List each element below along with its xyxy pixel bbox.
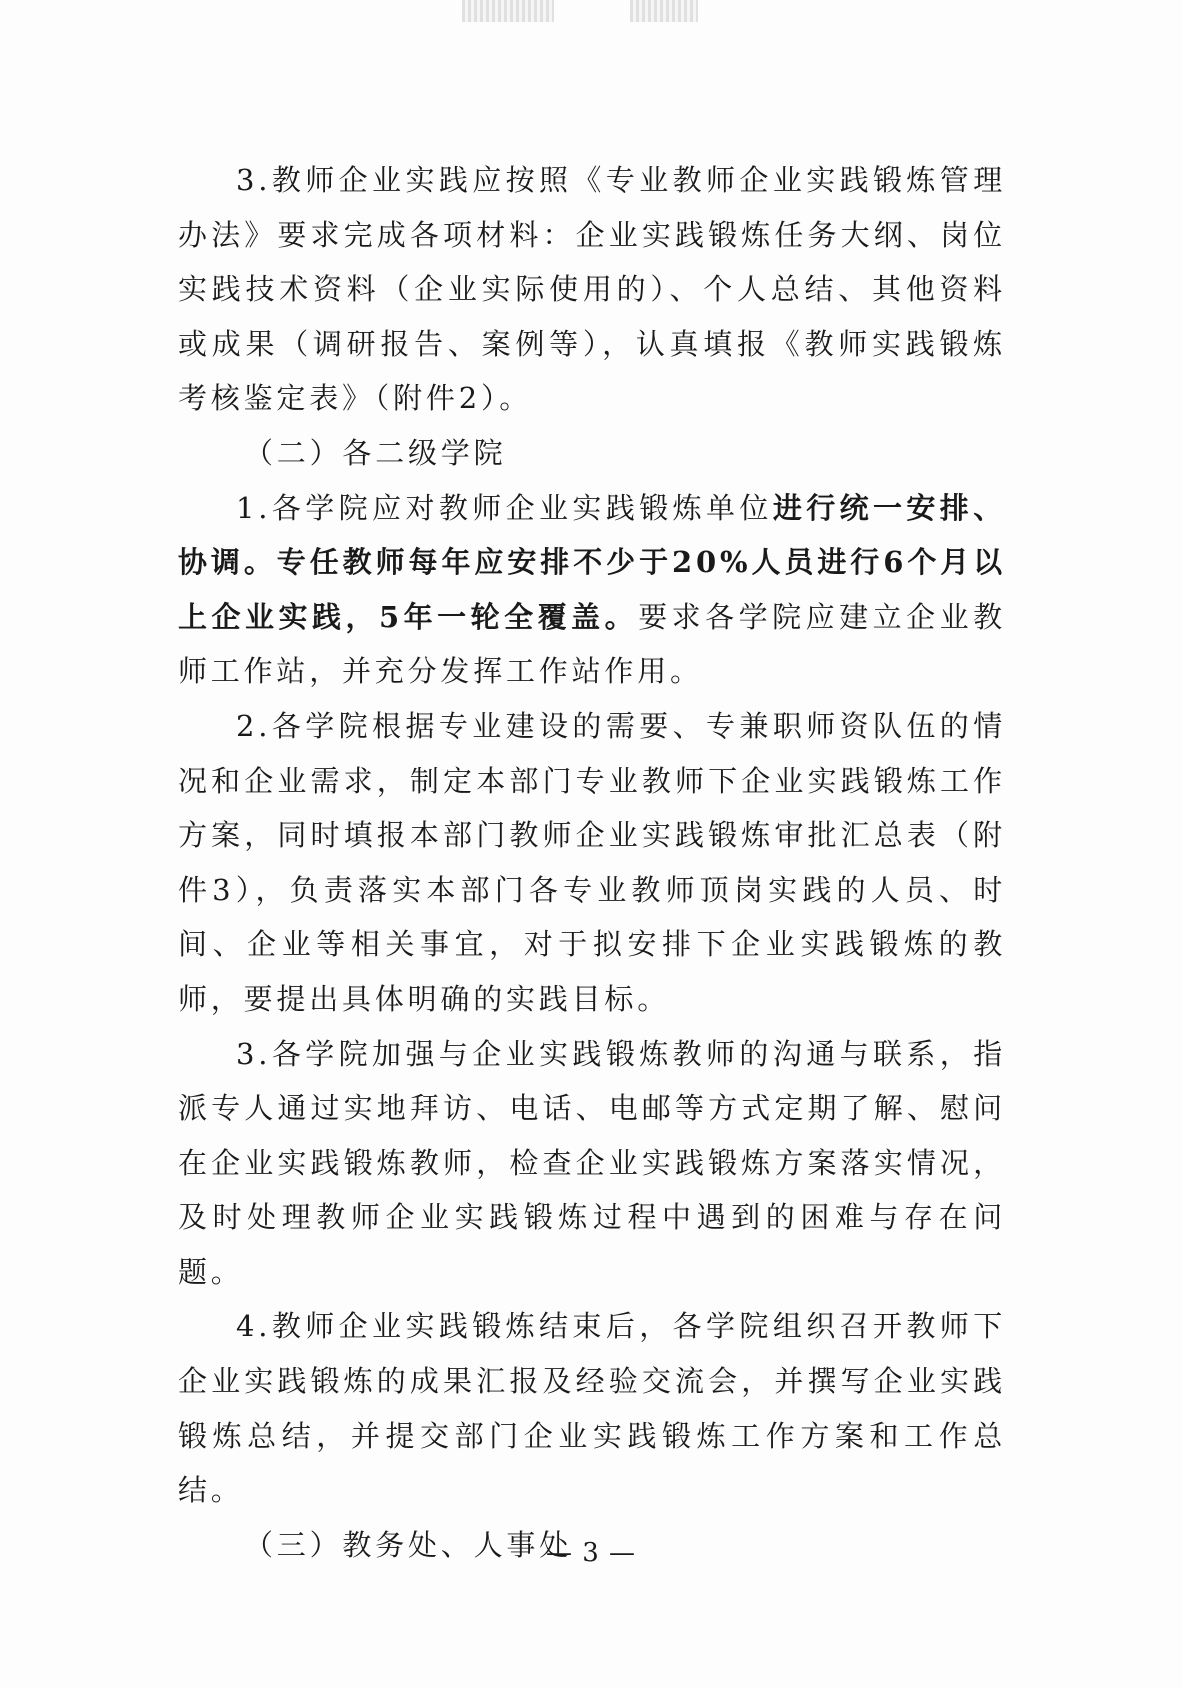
scan-artifact — [630, 0, 698, 22]
paragraph-college-arrangement — [178, 481, 1006, 699]
paragraph-text-start: 1.各学院应对教师企业实践锻炼单位 — [236, 490, 773, 525]
section-heading-colleges: （二）各二级学院 — [244, 435, 507, 470]
section-heading-academic-hr: （三）教务处、人事处 — [244, 1527, 573, 1562]
paragraph-teacher-materials: 3.教师企业实践应按照《专业教师企业实践锻炼管理办法》要求完成各项材料：企业实践锻炼任务大纲、岗位实践技术资料（企业实际使用的）、个人总结、其他资料或成果（调研报告、案例等），认真填报《教师实践锻炼考核鉴定表》（附件2）。 — [178, 163, 1006, 416]
paragraph-college-summary: 4.教师企业实践锻炼结束后，各学院组织召开教师下企业实践锻炼的成果汇报及经验交流会，并撰写企业实践锻炼总结，并提交部门企业实践锻炼工作方案和工作总结。 — [178, 1309, 1006, 1508]
paragraph-college-plan: 2.各学院根据专业建设的需要、专兼职师资队伍的情况和企业需求，制定本部门专业教师下企业实践锻炼工作方案，同时填报本部门教师企业实践锻炼审批汇总表（附件3），负责落实本部门各专业教师顶岗实践的人员、时间、企业等相关事宜，对于拟安排下企业实践锻炼的教师，要提出具体明确的实践目标。 — [178, 708, 1006, 1016]
document-body — [178, 153, 1006, 1572]
scan-artifact — [462, 0, 554, 22]
bold-requirement-text: 进行统一安排、协调。专任教师每年应安排不少于20%人员进行6个月以上企业实践，5年一轮全覆盖。 — [178, 490, 1006, 634]
paragraph-text-end: 要求各学院应建立企业教师工作站，并充分发挥工作站作用。 — [178, 599, 1006, 689]
paragraph-college-communication: 3.各学院加强与企业实践锻炼教师的沟通与联系，指派专人通过实地拜访、电话、电邮等方式定期了解、慰问在企业实践锻炼教师，检查企业实践锻炼方案落实情况，及时处理教师企业实践锻炼过程中遇到的困难与存在问题。 — [178, 1036, 1006, 1289]
page-number: — 3 — — [545, 1538, 637, 1568]
